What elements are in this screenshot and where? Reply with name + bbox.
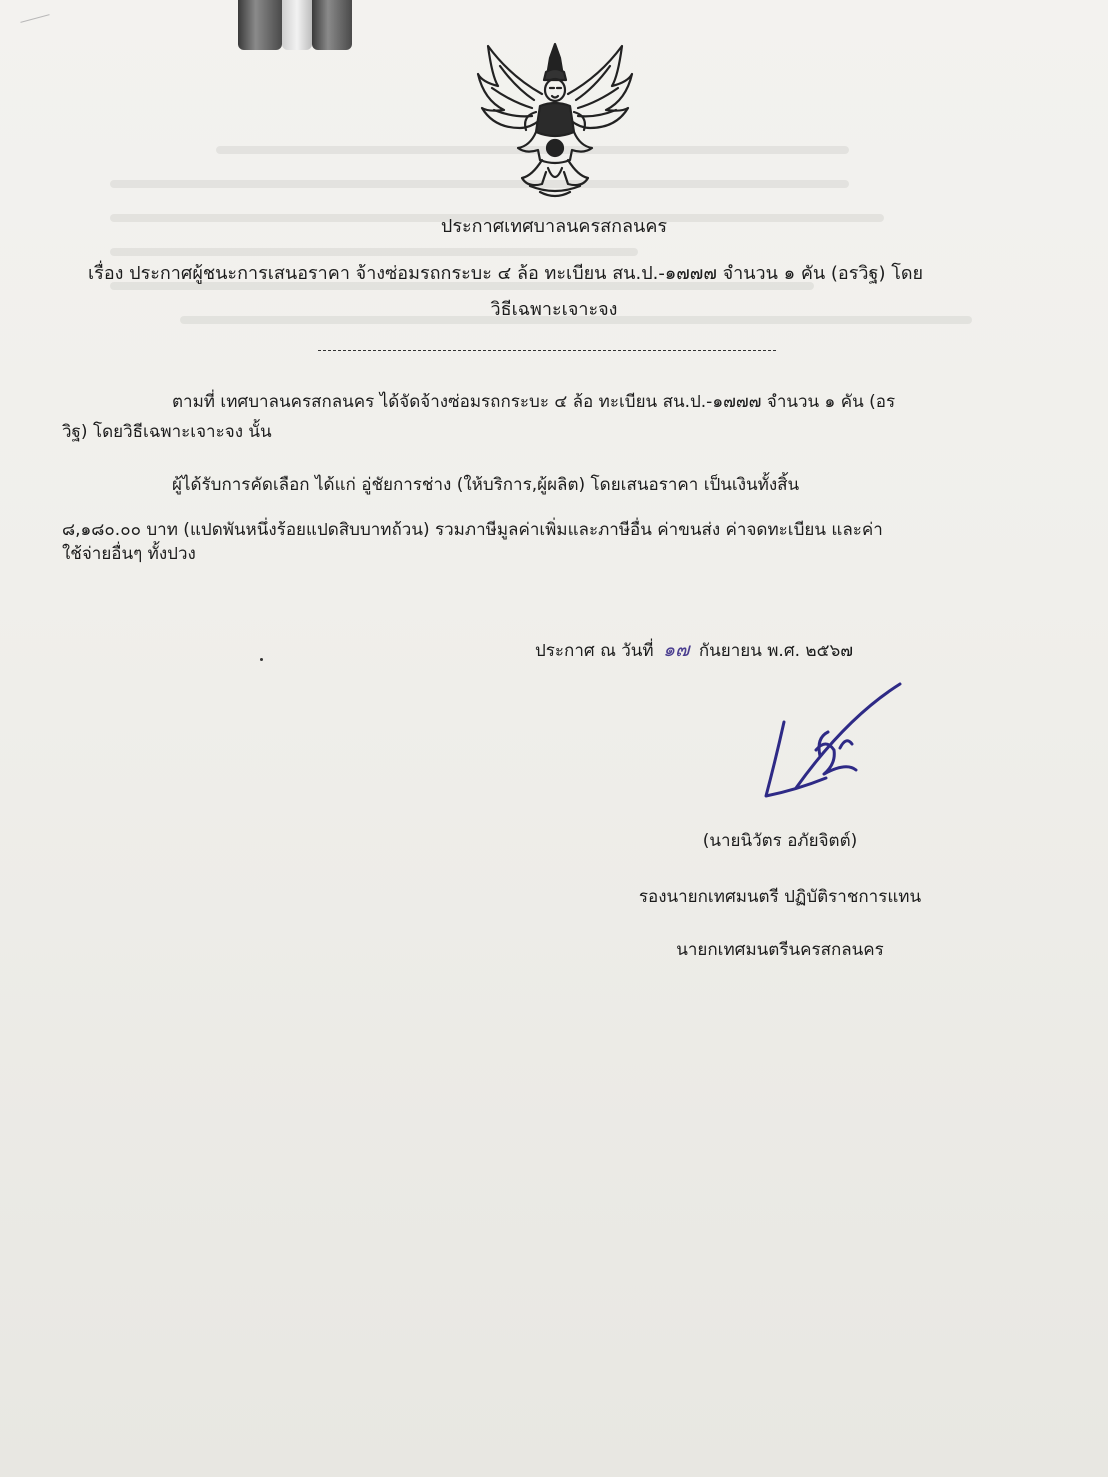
date-day-handwritten: ๑๗ <box>663 639 690 661</box>
paragraph-2-line-1: ผู้ได้รับการคัดเลือก ได้แก่ อู่ชัยการช่าง (ให้บริการ,ผู้ผลิต) โดยเสนอราคา เป็นเงินทั้งสิ้น <box>172 475 800 495</box>
signatory-position-2: นายกเทศมนตรีนครสกลนคร <box>676 940 884 960</box>
scratch-mark <box>20 14 49 23</box>
binder-clip-middle <box>282 0 312 50</box>
paragraph-2-line-3: ใช้จ่ายอื่นๆ ทั้งปวง <box>62 544 196 564</box>
ink-dot <box>260 658 263 661</box>
paragraph-1-line-2: วิฐ) โดยวิธีเฉพาะเจาะจง นั้น <box>62 422 272 442</box>
document-title: ประกาศเทศบาลนครสกลนคร <box>440 216 668 237</box>
announcement-date <box>535 641 853 660</box>
binder-clip-right <box>312 0 352 50</box>
handwritten-signature <box>756 678 916 806</box>
garuda-emblem-icon <box>470 36 640 201</box>
paragraph-1-line-1: ตามที่ เทศบาลนครสกลนคร ได้จัดจ้างซ่อมรถกระบะ ๔ ล้อ ทะเบียน สน.ป.-๑๗๗๗ จำนวน ๑ คัน (อร <box>172 392 896 412</box>
paragraph-2-line-2: ๘,๑๘๐.๐๐ บาท (แปดพันหนึ่งร้อยแปดสิบบาทถ้วน) รวมภาษีมูลค่าเพิ่มและภาษีอื่น ค่าขนส่ง ค่าจดทะเบียน และค่า <box>62 520 883 540</box>
binder-clip-left <box>238 0 282 50</box>
date-suffix: กันยายน พ.ศ. ๒๕๖๗ <box>698 641 854 661</box>
signatory-position-1: รองนายกเทศมนตรี ปฏิบัติราชการแทน <box>638 887 922 907</box>
date-prefix: ประกาศ ณ วันที่ <box>535 641 654 661</box>
subject-line-2: วิธีเฉพาะเจาะจง <box>490 299 618 320</box>
signatory-name: (นายนิวัตร อภัยจิตต์) <box>702 831 858 851</box>
subject-line-1: เรื่อง ประกาศผู้ชนะการเสนอราคา จ้างซ่อมรถกระบะ ๔ ล้อ ทะเบียน สน.ป.-๑๗๗๗ จำนวน ๑ คัน (อรวิฐ) โดย <box>88 263 924 284</box>
divider-line <box>318 350 776 351</box>
